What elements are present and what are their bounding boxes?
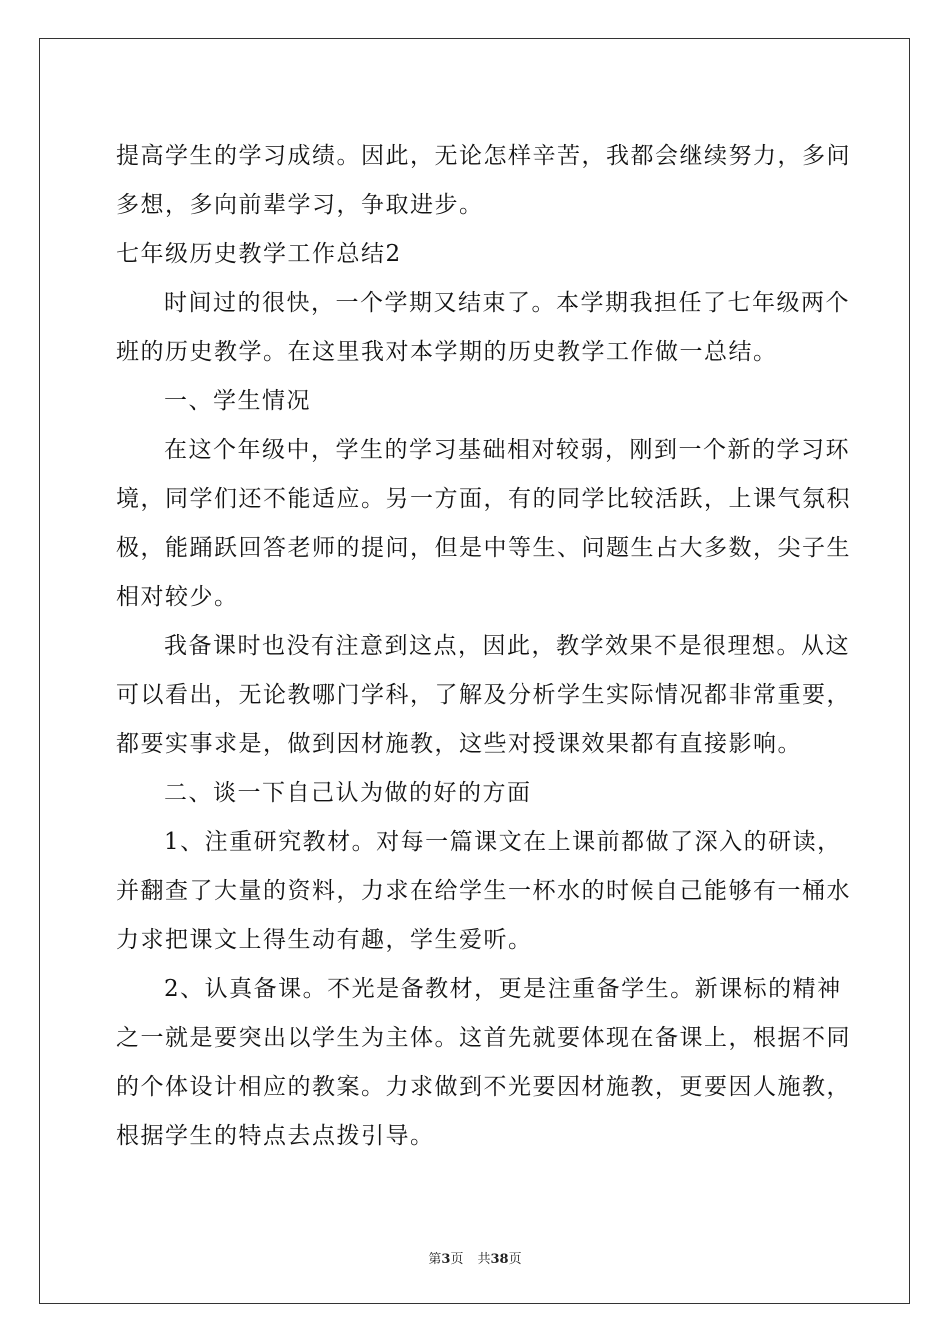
text-line: 七年级历史教学工作总结2 [116,241,402,267]
paragraph [116,132,851,230]
total-pages: 38 [490,1252,509,1267]
paragraph [116,426,851,622]
total-suffix: 页 [508,1252,522,1267]
paragraph [116,279,850,377]
text-line: 在这个年级中，学生的学习基础相对较弱，刚到一个新的学习环 [164,437,850,463]
text-line: 可以看出，无论教哪门学科，了解及分析学生实际情况都非常重要， [116,682,851,708]
text-line: 一、学生情况 [164,388,311,414]
text-line: 力求把课文上得生动有趣，学生爱听。 [116,927,533,953]
paragraph [116,818,851,965]
text-line: 提高学生的学习成绩。因此，无论怎样辛苦，我都会继续努力，多问 [116,143,851,169]
page-number: 3 [441,1252,451,1267]
paragraph [116,622,851,769]
text-line: 境，同学们还不能适应。另一方面，有的同学比较活跃，上课气氛积 [116,486,851,512]
text-line: 并翻查了大量的资料，力求在给学生一杯水的时候自己能够有一桶水 [116,878,851,904]
text-line: 根据学生的特点去点拨引导。 [116,1123,435,1149]
page-suffix: 页 [450,1252,464,1267]
text-line: 多想，多向前辈学习，争取进步。 [116,192,484,218]
text-line: 相对较少。 [116,584,239,610]
text-line: 都要实事求是，做到因材施教，这些对授课效果都有直接影响。 [116,731,802,757]
paragraph [116,230,836,279]
paragraph [116,377,836,426]
text-line: 班的历史教学。在这里我对本学期的历史教学工作做一总结。 [116,339,778,365]
text-line: 二、谈一下自己认为做的好的方面 [164,780,532,806]
text-line: 之一就是要突出以学生为主体。这首先就要体现在备课上，根据不同 [116,1025,851,1051]
paragraph [116,769,836,818]
total-prefix: 共 [477,1252,491,1267]
page-footer [0,1248,950,1267]
text-line: 的个体设计相应的教案。力求做到不光要因材施教，更要因人施教， [116,1074,851,1100]
text-line: 1、注重研究教材。对每一篇课文在上课前都做了深入的研读， [164,829,842,855]
paragraph [116,965,851,1161]
text-line: 我备课时也没有注意到这点，因此，教学效果不是很理想。从这 [164,633,850,659]
text-line: 2、认真备课。不光是备教材，更是注重备学生。新课标的精神 [164,976,842,1002]
text-line: 时间过的很快，一个学期又结束了。本学期我担任了七年级两个 [164,290,850,316]
page-prefix: 第 [428,1252,442,1267]
text-line: 极，能踊跃回答老师的提问，但是中等生、问题生占大多数，尖子生 [116,535,851,561]
document-body [116,132,851,1161]
